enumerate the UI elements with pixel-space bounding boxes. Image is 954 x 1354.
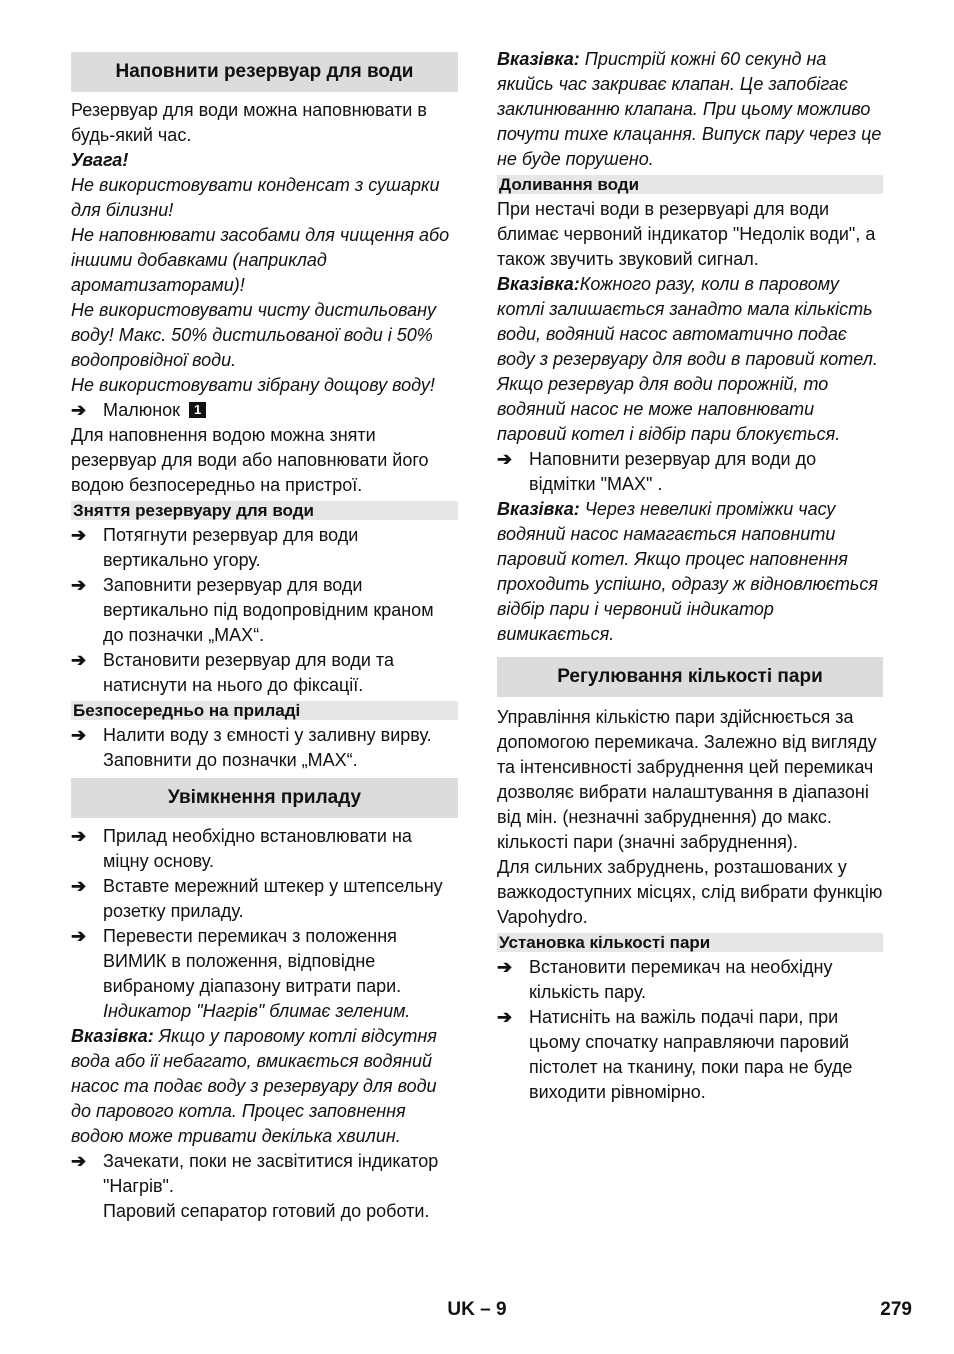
list-item: [71, 573, 458, 648]
note-text: Пристрій кожні 60 секунд на якийсь час закриває клапан. Це запобігає заклинюванню клапана. При цьому можливо почути тихе клацання. Випуск пару через це не буде порушено.: [497, 49, 882, 169]
note-label: Вказівка:: [71, 1026, 154, 1046]
step-text: Потягнути резервуар для води вертикально угору.: [103, 525, 359, 570]
page-number: 279: [880, 1299, 912, 1320]
figure-reference: [71, 398, 458, 423]
heading-switch-on: Увімкнення приладу: [71, 778, 458, 818]
note-paragraph: [497, 272, 883, 447]
list-item: [497, 1005, 883, 1105]
step-text: Вставте мережний штекер у штепсельну розетку приладу.: [103, 876, 443, 921]
step-text: Налити воду з ємності у заливну вирву. Заповнити до позначки „MAX“.: [103, 725, 432, 770]
list-item: [71, 523, 458, 573]
list-item: [71, 723, 458, 773]
note-paragraph: [497, 497, 883, 647]
arrow-right-icon: ➔: [71, 575, 87, 595]
note-label: Вказівка:: [497, 49, 580, 69]
step-text: Зачекати, поки не засвітитися індикатор "Нагрів".: [103, 1151, 439, 1196]
arrow-right-icon: ➔: [71, 725, 87, 745]
step-text: Прилад необхідно встановлювати на міцну основу.: [103, 826, 412, 871]
note-text: Кожного разу, коли в паровому котлі залишається занадто мала кількість води, водяний насос автоматично подає воду з резервуару для води в паровий котел. Якщо резервуар для води порожній, то водяний насос не може наповнювати паровий котел і відбір пари блокується.: [497, 274, 878, 444]
arrow-right-icon: ➔: [497, 1007, 513, 1027]
indicator-note: Індикатор "Нагрів" блимає зеленим.: [103, 1001, 411, 1021]
heading-steam-regulation: Регулювання кількості пари: [497, 657, 883, 697]
arrow-right-icon: ➔: [71, 525, 87, 545]
right-column: [497, 47, 883, 1105]
left-column: [71, 47, 458, 1224]
heading-remove-tank: Зняття резервуару для води: [71, 501, 458, 520]
ready-text: Паровий сепаратор готовий до роботи.: [103, 1201, 430, 1221]
attention-text-1: Не використовувати конденсат з сушарки для білизни!: [71, 175, 440, 220]
heading-set-steam: Установка кількості пари: [497, 933, 883, 952]
arrow-right-icon: ➔: [497, 449, 513, 469]
step-text: Натисніть на важіль подачі пари, при цьому спочатку направляючи паровий пістолет на тканину, поки пара не буде виходити рівномірно.: [529, 1007, 853, 1102]
heading-refill-water: Доливання води: [497, 175, 883, 194]
note-label: Вказівка:: [497, 499, 580, 519]
steam-paragraph-2: Для сильних забруднень, розташованих у важкодоступних місцях, слід вибрати функцію Vapohydro.: [497, 857, 883, 927]
list-item: [71, 1149, 458, 1199]
arrow-right-icon: ➔: [497, 957, 513, 977]
list-item: [71, 648, 458, 698]
step-text: Встановити резервуар для води та натиснути на нього до фіксації.: [103, 650, 394, 695]
heading-direct-fill: Безпосередньо на приладі: [71, 701, 458, 720]
arrow-right-icon: ➔: [71, 1151, 87, 1171]
note-paragraph: [71, 1024, 458, 1149]
figure-number-badge: 1: [189, 402, 206, 418]
attention-text-4: Не використовувати зібрану дощову воду!: [71, 375, 435, 395]
note-text: Через невеликі проміжки часу водяний насос намагається наповнити паровий котел. Якщо процес наповнення проходить успішно, одразу ж відновлюється відбір пари і червоний індикатор вимикається.: [497, 499, 879, 644]
list-item: [71, 824, 458, 874]
footer-section-label: UK – 9: [447, 1299, 507, 1320]
heading-fill-tank: Наповнити резервуар для води: [71, 52, 458, 92]
list-item: [71, 924, 458, 999]
fill-paragraph-1: Резервуар для води можна наповнювати в будь-який час.: [71, 100, 427, 145]
arrow-right-icon: ➔: [71, 926, 87, 946]
attention-label: Увага!: [71, 150, 129, 170]
note-label: Вказівка:: [497, 274, 580, 294]
steam-paragraph-1: Управління кількістю пари здійснюється за допомогою перемикача. Залежно від вигляду та інтенсивності забруднення цей перемикач дозволяє вибрати налаштування в діапазоні від мін. (незначні забруднення) до макс. кількості пари (значні забруднення).: [497, 707, 877, 852]
step-text: Перевести перемикач з положення ВИМИК в положення, відповідне вибраному діапазону витрати пари.: [103, 926, 402, 996]
arrow-right-icon: ➔: [71, 400, 87, 420]
attention-text-2: Не наповнювати засобами для чищення або іншими добавками (наприклад ароматизаторами)!: [71, 225, 450, 295]
refill-paragraph: При нестачі води в резервуарі для води блимає червоний індикатор "Недолік води", а також звучить звуковий сигнал.: [497, 199, 876, 269]
attention-text-3: Не використовувати чисту дистильовану воду! Макс. 50% дистильованої води і 50% водопровідної води.: [71, 300, 437, 370]
list-item: [497, 447, 883, 497]
list-item: [497, 955, 883, 1005]
arrow-right-icon: ➔: [71, 826, 87, 846]
arrow-right-icon: ➔: [71, 876, 87, 896]
note-paragraph: [497, 47, 883, 172]
arrow-right-icon: ➔: [71, 650, 87, 670]
step-text: Заповнити резервуар для води вертикально під водопровідним краном до позначки „MAX“.: [103, 575, 434, 645]
step-text: Наповнити резервуар для води до відмітки "MAX" .: [529, 449, 817, 494]
note-text: Якщо у паровому котлі відсутня вода або її небагато, вмикається водяний насос та подає воду з резервуару для води до парового котла. Процес заповнення водою може тривати декілька хвилин.: [71, 1026, 437, 1146]
fill-paragraph-2: Для наповнення водою можна зняти резервуар для води або наповнювати його водою безпосередньо на пристрої.: [71, 425, 429, 495]
list-item: [71, 874, 458, 924]
step-text: Встановити перемикач на необхідну кількість пару.: [529, 957, 833, 1002]
figure-label: Малюнок: [103, 400, 181, 420]
